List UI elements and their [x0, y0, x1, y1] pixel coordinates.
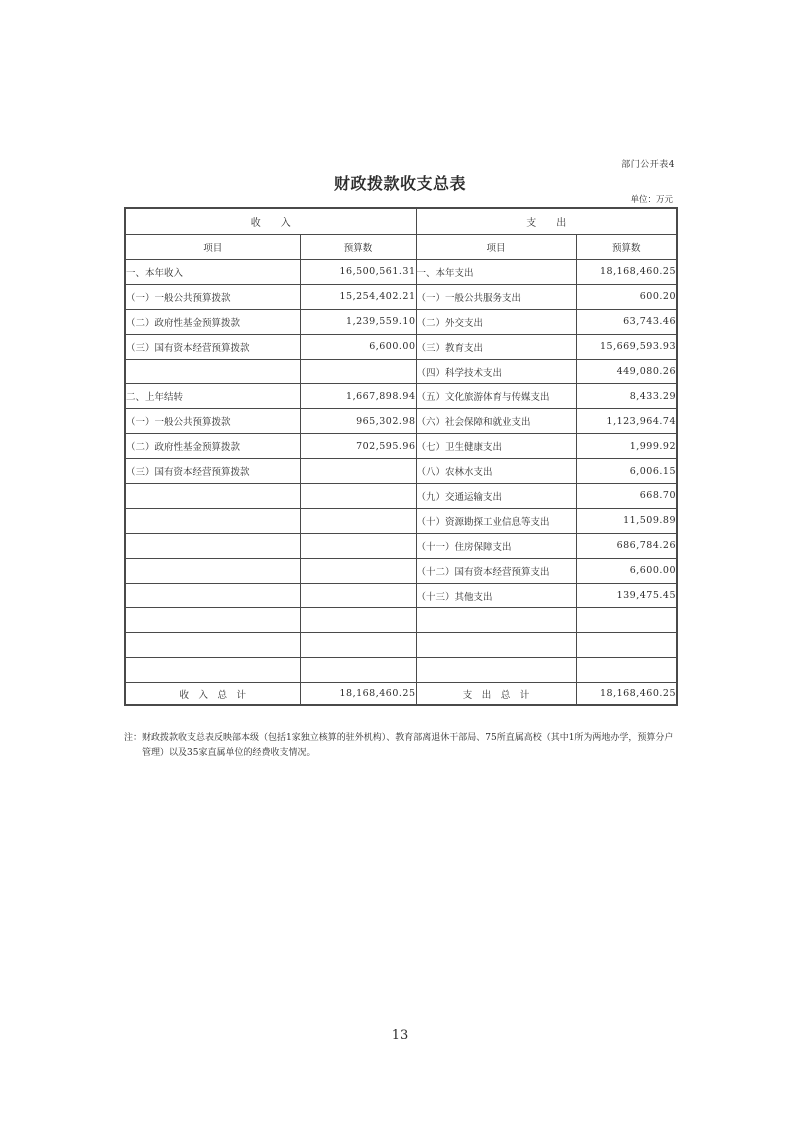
revenue-value-cell [300, 583, 416, 608]
revenue-item-header: 项目 [125, 235, 300, 260]
table-row [125, 558, 677, 583]
expenditure-value-cell [576, 658, 677, 683]
section-header-row [125, 208, 677, 235]
revenue-total-value: 18,168,460.25 [300, 683, 416, 706]
revenue-item-cell: 一、本年收入 [125, 260, 300, 285]
revenue-value-cell [300, 658, 416, 683]
expenditure-item-cell: （七）卫生健康支出 [416, 434, 576, 459]
expenditure-value-cell: 449,080.26 [576, 359, 677, 384]
revenue-item-cell [125, 658, 300, 683]
expenditure-item-header: 项目 [416, 235, 576, 260]
table-row [125, 409, 677, 434]
table-row [125, 484, 677, 509]
expenditure-value-cell: 6,600.00 [576, 558, 677, 583]
expenditure-value-cell: 600.20 [576, 284, 677, 309]
expenditure-section-header: 支 出 [416, 208, 677, 235]
revenue-value-cell [300, 508, 416, 533]
revenue-item-cell: （一）一般公共预算拨款 [125, 284, 300, 309]
expenditure-value-cell: 686,784.26 [576, 533, 677, 558]
revenue-item-cell [125, 484, 300, 509]
page-title: 财政拨款收支总表 [333, 174, 466, 193]
expenditure-value-cell: 15,669,593.93 [576, 334, 677, 359]
footnote-prefix: 注： [124, 733, 143, 743]
table-row [125, 583, 677, 608]
expenditure-item-cell: （十三）其他支出 [416, 583, 576, 608]
revenue-item-cell [125, 508, 300, 533]
table-row [125, 533, 677, 558]
revenue-item-cell [125, 608, 300, 633]
expenditure-item-cell: （八）农林水支出 [416, 459, 576, 484]
revenue-value-cell [300, 484, 416, 509]
table-row [125, 658, 677, 683]
revenue-value-cell [300, 359, 416, 384]
revenue-item-cell [125, 533, 300, 558]
unit-label: 单位：万元 [630, 195, 673, 205]
expenditure-value-cell: 1,123,964.74 [576, 409, 677, 434]
expenditure-value-cell [576, 633, 677, 658]
revenue-value-cell [300, 608, 416, 633]
expenditure-value-cell: 11,509.89 [576, 508, 677, 533]
expenditure-item-cell: （三）教育支出 [416, 334, 576, 359]
table-row [125, 633, 677, 658]
table-row [125, 608, 677, 633]
revenue-value-cell [300, 533, 416, 558]
revenue-value-cell [300, 558, 416, 583]
expenditure-item-cell: （二）外交支出 [416, 309, 576, 334]
table-row [125, 359, 677, 384]
expenditure-budget-header: 预算数 [576, 235, 677, 260]
revenue-value-cell: 15,254,402.21 [300, 284, 416, 309]
revenue-item-cell [125, 583, 300, 608]
expenditure-value-cell: 139,475.45 [576, 583, 677, 608]
revenue-value-cell: 16,500,561.31 [300, 260, 416, 285]
revenue-item-cell [125, 633, 300, 658]
revenue-item-cell: （二）政府性基金预算拨款 [125, 309, 300, 334]
table-row [125, 260, 677, 285]
expenditure-item-cell: （九）交通运输支出 [416, 484, 576, 509]
expenditure-item-cell: （十二）国有资本经营预算支出 [416, 558, 576, 583]
table-row [125, 434, 677, 459]
expenditure-total-label: 支 出 总 计 [416, 683, 576, 706]
expenditure-value-cell: 668.70 [576, 484, 677, 509]
expenditure-value-cell: 6,006.15 [576, 459, 677, 484]
revenue-value-cell: 965,302.98 [300, 409, 416, 434]
revenue-value-cell [300, 633, 416, 658]
expenditure-item-cell: （四）科学技术支出 [416, 359, 576, 384]
expenditure-value-cell: 1,999.92 [576, 434, 677, 459]
expenditure-item-cell: （五）文化旅游体育与传媒支出 [416, 384, 576, 409]
expenditure-item-cell [416, 608, 576, 633]
revenue-total-label: 收 入 总 计 [125, 683, 300, 706]
budget-table [124, 207, 678, 706]
revenue-value-cell [300, 459, 416, 484]
revenue-item-cell [125, 558, 300, 583]
expenditure-item-cell: （一）一般公共服务支出 [416, 284, 576, 309]
expenditure-total-value: 18,168,460.25 [576, 683, 677, 706]
table-row [125, 309, 677, 334]
expenditure-item-cell: （十一）住房保障支出 [416, 533, 576, 558]
revenue-value-cell: 1,239,559.10 [300, 309, 416, 334]
expenditure-item-cell [416, 658, 576, 683]
expenditure-item-cell: （六）社会保障和就业支出 [416, 409, 576, 434]
revenue-budget-header: 预算数 [300, 235, 416, 260]
revenue-item-cell [125, 359, 300, 384]
footnote-line-2: 管理）以及35家直属单位的经费收支情况。 [142, 747, 316, 758]
expenditure-item-cell [416, 633, 576, 658]
expenditure-value-cell [576, 608, 677, 633]
column-header-row [125, 235, 677, 260]
table-row [125, 284, 677, 309]
revenue-item-cell: （二）政府性基金预算拨款 [125, 434, 300, 459]
expenditure-value-cell: 63,743.46 [576, 309, 677, 334]
footnote-line-1 [124, 731, 680, 746]
page-number: 13 [391, 1028, 409, 1043]
revenue-value-cell: 6,600.00 [300, 334, 416, 359]
revenue-item-cell: 二、上年结转 [125, 384, 300, 409]
table-row [125, 384, 677, 409]
revenue-section-header: 收 入 [125, 208, 416, 235]
expenditure-value-cell: 8,433.29 [576, 384, 677, 409]
revenue-item-cell: （三）国有资本经营预算拨款 [125, 334, 300, 359]
footnote-text-1: 财政拨款收支总表反映部本级（包括1家独立核算的驻外机构）、教育部离退休干部局、75所直属高校（其中1所为两地办学，预算分户 [142, 733, 674, 743]
footnote [124, 731, 680, 760]
expenditure-value-cell: 18,168,460.25 [576, 260, 677, 285]
expenditure-item-cell: 一、本年支出 [416, 260, 576, 285]
table-row [125, 508, 677, 533]
revenue-value-cell: 702,595.96 [300, 434, 416, 459]
table-row [125, 459, 677, 484]
revenue-value-cell: 1,667,898.94 [300, 384, 416, 409]
table-row [125, 334, 677, 359]
revenue-item-cell: （一）一般公共预算拨款 [125, 409, 300, 434]
expenditure-item-cell: （十）资源勘探工业信息等支出 [416, 508, 576, 533]
doc-label: 部门公开表4 [621, 160, 675, 170]
revenue-item-cell: （三）国有资本经营预算拨款 [125, 459, 300, 484]
total-row [125, 683, 677, 706]
